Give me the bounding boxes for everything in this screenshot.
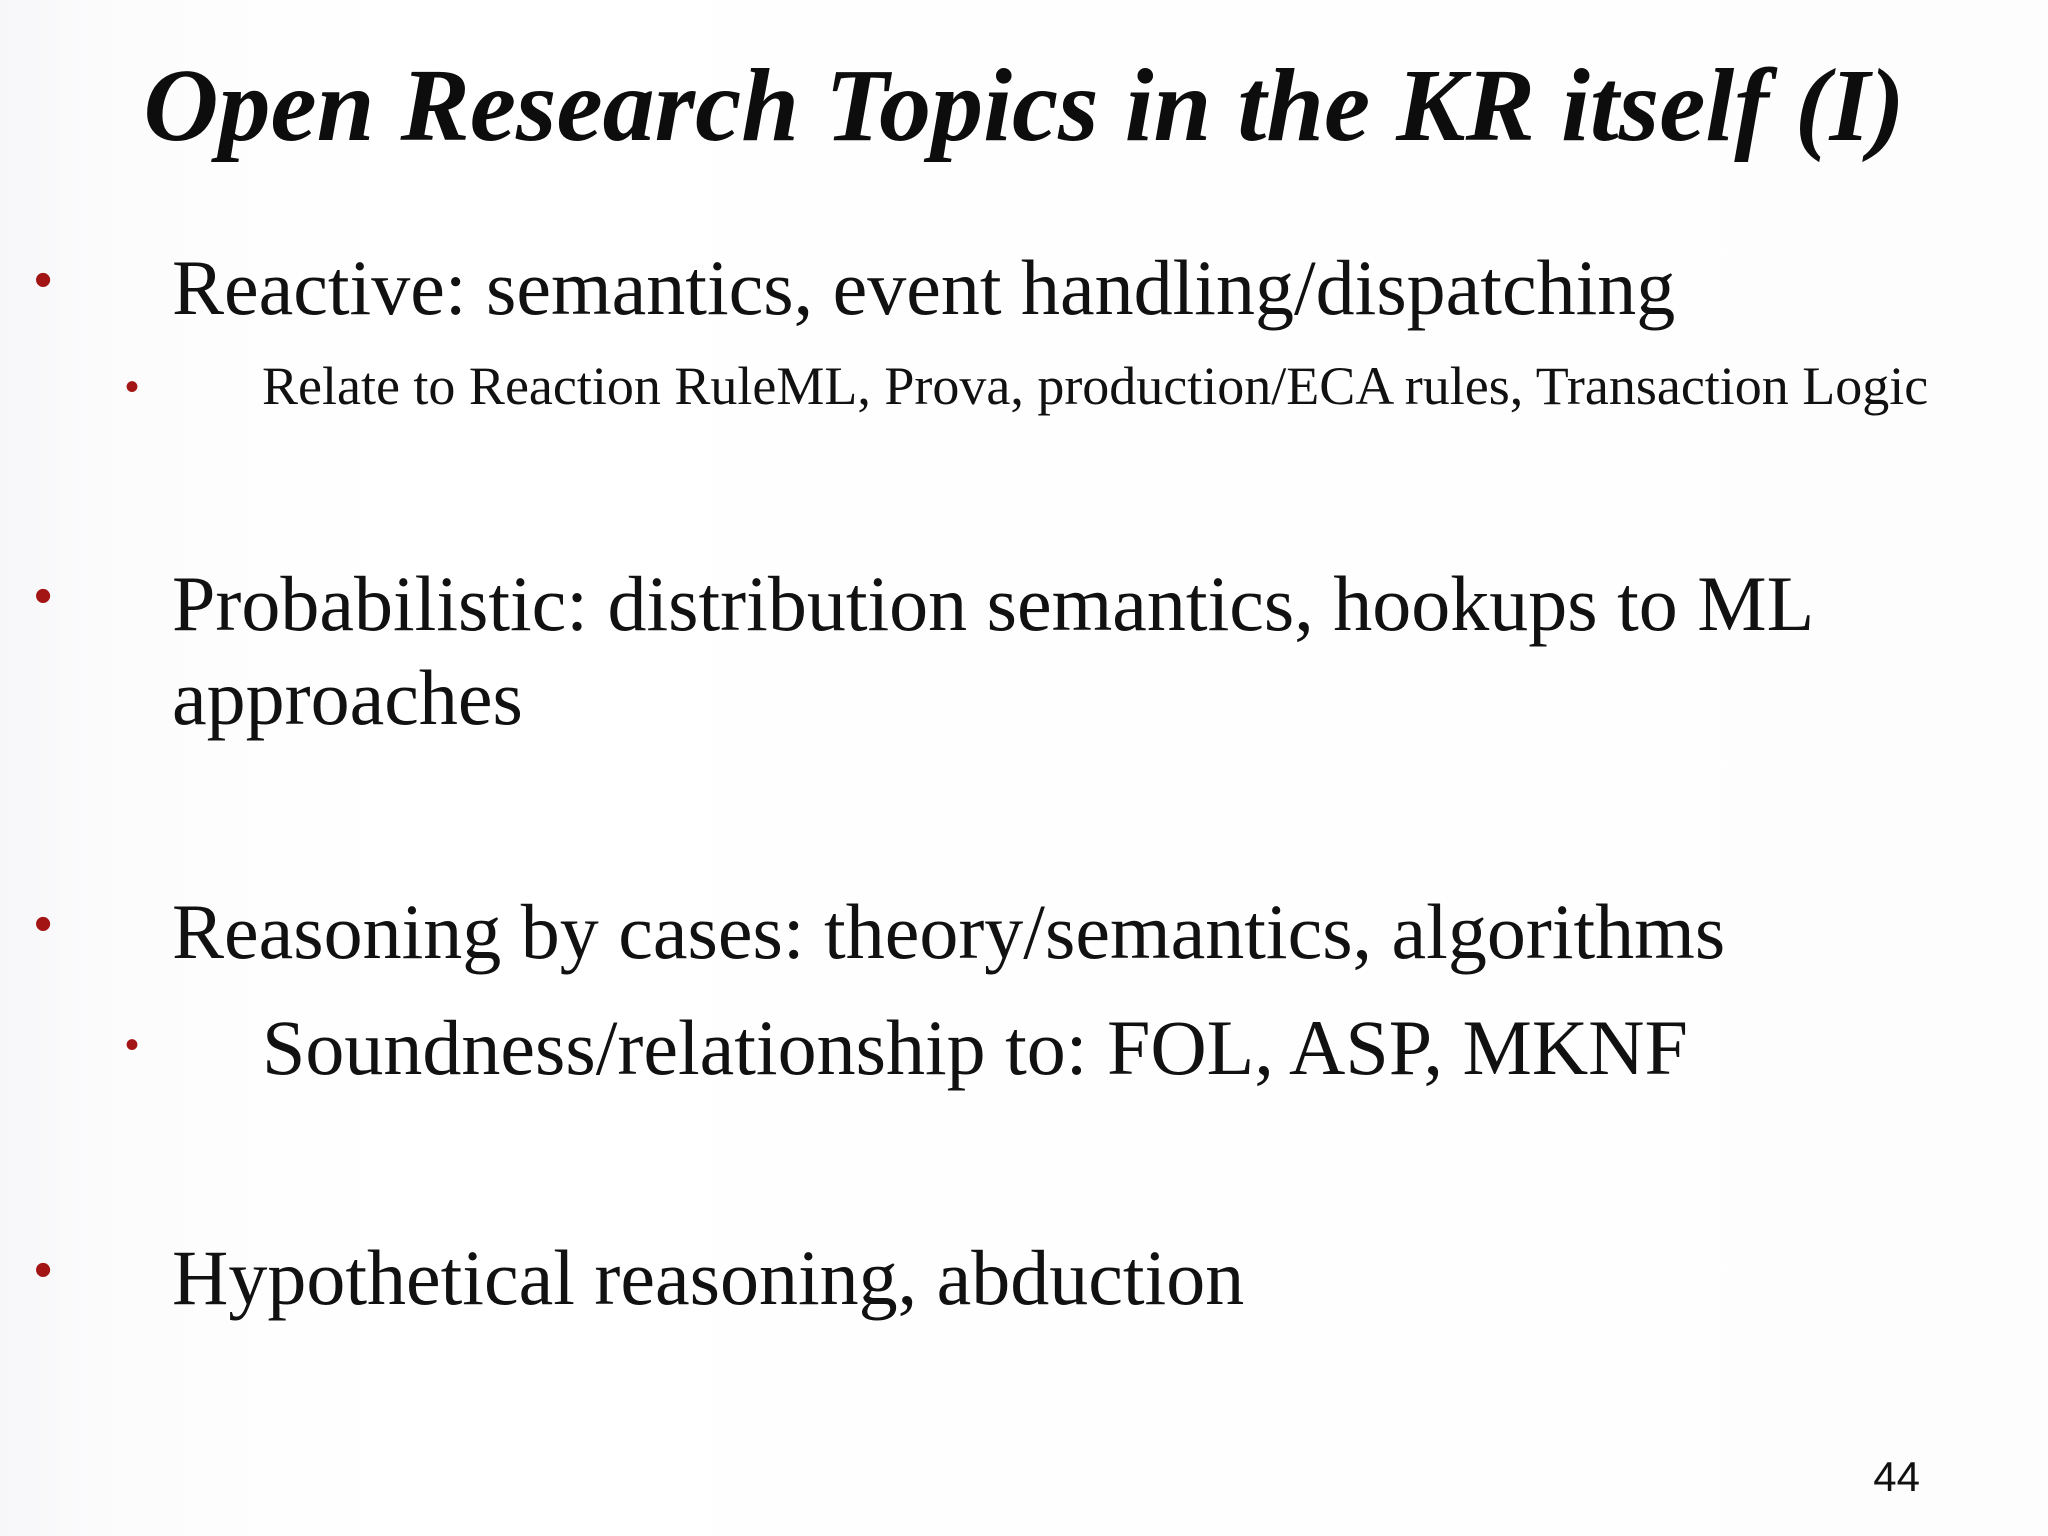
bullet-marker-3: • (34, 895, 53, 953)
sub-bullet-soundness: Soundness/relationship to: FOL, ASP, MKNF (262, 1004, 1688, 1091)
bullet-item-probabilistic: Probabilistic: distribution semantics, hookups to ML (172, 560, 1815, 647)
bullet-marker-4: • (34, 1241, 53, 1299)
sub-bullet-reaction-ruleml: Relate to Reaction RuleML, Prova, production/ECA rules, Transaction Logic (262, 356, 1929, 416)
bullet-item-hypothetical: Hypothetical reasoning, abduction (172, 1234, 1245, 1321)
bullet-item-reactive: Reactive: semantics, event handling/dispatching (172, 244, 1676, 331)
bullet-item-reasoning-by-cases: Reasoning by cases: theory/semantics, algorithms (172, 888, 1726, 975)
page-number: 44 (1873, 1453, 1920, 1500)
bullet-item-probabilistic-continuation: approaches (172, 654, 523, 741)
bullet-marker-1: • (34, 251, 53, 309)
slide-title: Open Research Topics in the KR itself (I) (143, 48, 1905, 163)
bullet-marker-2: • (34, 567, 53, 625)
sub-bullet-marker-3: • (125, 1023, 140, 1067)
sub-bullet-marker-1: • (125, 365, 140, 409)
